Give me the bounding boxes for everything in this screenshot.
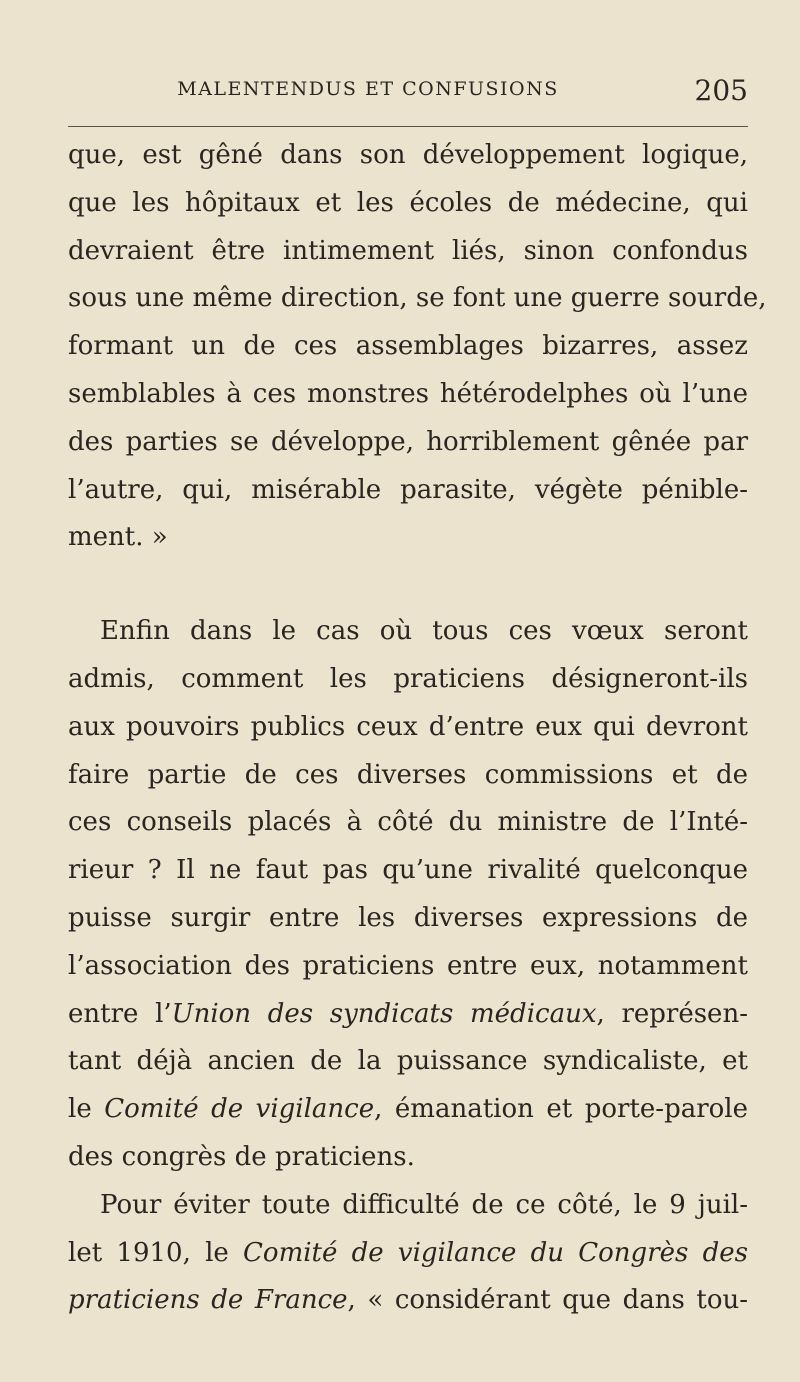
text-line: devraient être intimement liés, sinon confondus <box>68 235 748 266</box>
header-rule <box>68 126 748 127</box>
text-line: ces conseils placés à côté du ministre de l’Inté- <box>68 807 748 838</box>
italic-title-union: Union des syndicats médicaux <box>171 998 597 1029</box>
text-line: ment. » <box>68 522 168 553</box>
text-line: puisse surgir entre les diverses expressions de <box>68 902 748 933</box>
text-run: let 1910, le <box>68 1237 244 1268</box>
text-run: entre l’ <box>68 998 172 1029</box>
text-line <box>68 1230 748 1278</box>
body-text <box>68 132 767 1325</box>
italic-title-comite: Comité de vigilance <box>104 1094 375 1125</box>
page-number: 205 <box>694 74 748 107</box>
text-line: Pour éviter toute difficulté de ce côté, le 9 juil- <box>100 1189 748 1220</box>
italic-title-praticiens: praticiens de France <box>68 1285 348 1316</box>
text-line: l’autre, qui, misérable parasite, végète pénible- <box>68 474 748 505</box>
text-line: formant un de ces assemblages bizarres, assez <box>68 331 748 362</box>
text-line: des parties se développe, horriblement gênée par <box>68 426 748 457</box>
text-line <box>68 1277 748 1325</box>
text-run: , représen- <box>596 998 748 1029</box>
text-line: que les hôpitaux et les écoles de médecine, qui <box>68 187 748 218</box>
text-line: tant déjà ancien de la puissance syndicaliste, et <box>68 1046 748 1077</box>
text-line: rieur ? Il ne faut pas qu’une rivalité quelconque <box>68 855 748 886</box>
text-line: Enfin dans le cas où tous ces vœux seront <box>100 616 748 647</box>
running-head <box>68 74 748 108</box>
text-line: aux pouvoirs publics ceux d’entre eux qui devront <box>68 711 748 742</box>
paragraph-2 <box>68 608 748 1182</box>
text-line: sous une même direction, se font une guerre sourde, <box>68 283 767 314</box>
text-line: faire partie de ces diverses commissions et de <box>68 759 748 790</box>
text-run: , « considérant que dans tou- <box>347 1285 749 1316</box>
text-line: semblables à ces monstres hétérodelphes où l’une <box>68 378 748 409</box>
text-line: l’association des praticiens entre eux, notamment <box>68 950 748 981</box>
paragraph-3 <box>68 1182 748 1325</box>
text-line: des congrès de praticiens. <box>68 1141 415 1172</box>
running-title: MALENTENDUS ET CONFUSIONS <box>177 78 559 100</box>
text-line: que, est gêné dans son développement logique, <box>68 140 748 170</box>
italic-title-comite-congres: Comité de vigilance du Congrès des <box>243 1237 748 1268</box>
text-run: le <box>68 1094 105 1125</box>
text-line <box>68 1086 748 1134</box>
text-line: admis, comment les praticiens désigneront-ils <box>68 663 748 694</box>
paragraph-1 <box>68 132 767 562</box>
paragraph-gap <box>68 562 748 608</box>
text-run: , émanation et porte-parole <box>374 1094 749 1125</box>
text-line <box>68 991 748 1039</box>
